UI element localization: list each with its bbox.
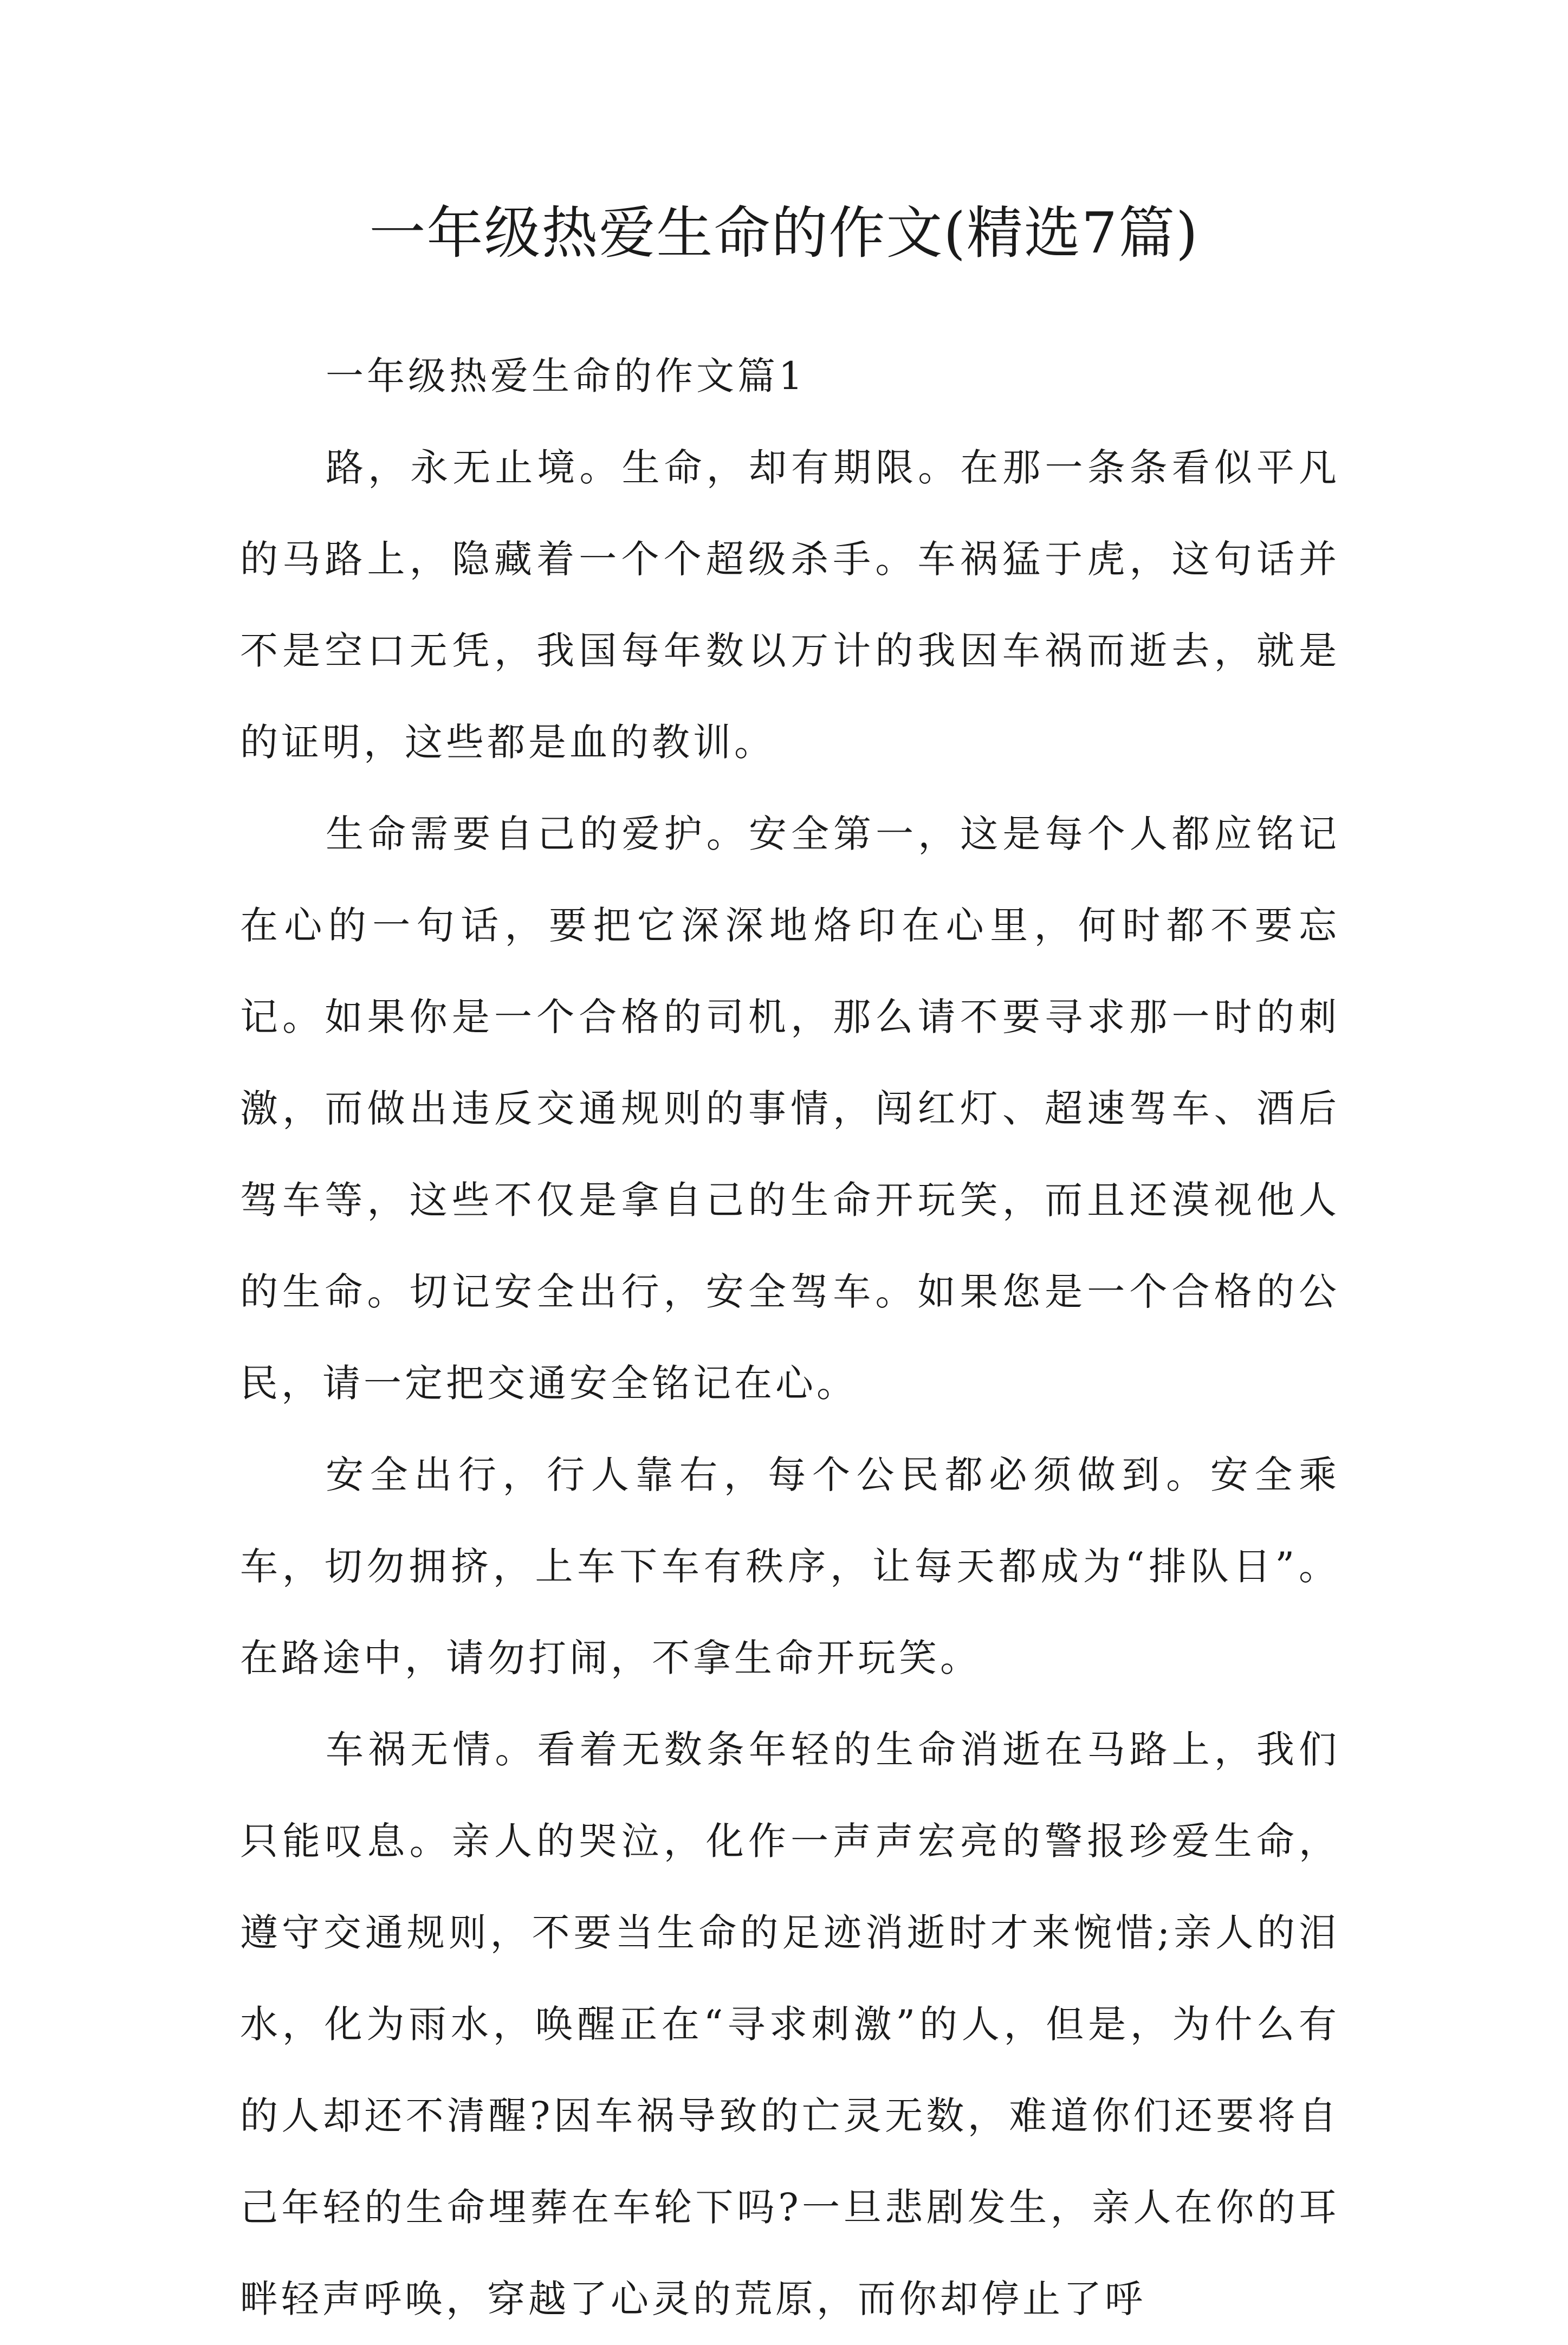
paragraph-3: 安全出行，行人靠右，每个公民都必须做到。安全乘车，切勿拥挤，上车下车有秩序，让每天都成为“排队日”。在路途中，请勿打闹，不拿生命开玩笑。 xyxy=(240,1453,1340,1680)
document-title: 一年级热爱生命的作文(精选7篇) xyxy=(369,200,1199,266)
section-heading: 一年级热爱生命的作文篇1 xyxy=(326,354,806,398)
document-body xyxy=(240,331,1340,2345)
paragraph-4: 车祸无情。看着无数条年轻的生命消逝在马路上，我们只能叹息。亲人的哭泣，化作一声声宏亮的警报珍爱生命，遵守交通规则，不要当生命的足迹消逝时才来惋惜;亲人的泪水，化为雨水，唤醒正在“寻求刺激”的人，但是，为什么有的人却还不清醒?因车祸导致的亡灵无数，难道你们还要将自己年轻的生命埋葬在车轮下吗?一旦悲剧发生，亲人在你的耳畔轻声呼唤，穿越了心灵的荒原，而你却停止了呼 xyxy=(240,1727,1340,2321)
paragraph-1: 路，永无止境。生命，却有期限。在那一条条看似平凡的马路上，隐藏着一个个超级杀手。车祸猛于虎，这句话并不是空口无凭，我国每年数以万计的我因车祸而逝去，就是的证明，这些都是血的教训。 xyxy=(240,445,1340,765)
paragraph-2: 生命需要自己的爱护。安全第一，这是每个人都应铭记在心的一句话，要把它深深地烙印在心里，何时都不要忘记。如果你是一个合格的司机，那么请不要寻求那一时的刺激，而做出违反交通规则的事情，闯红灯、超速驾车、酒后驾车等，这些不仅是拿自己的生命开玩笑，而且还漠视他人的生命。切记安全出行，安全驾车。如果您是一个合格的公民，请一定把交通安全铭记在心。 xyxy=(240,812,1340,1405)
